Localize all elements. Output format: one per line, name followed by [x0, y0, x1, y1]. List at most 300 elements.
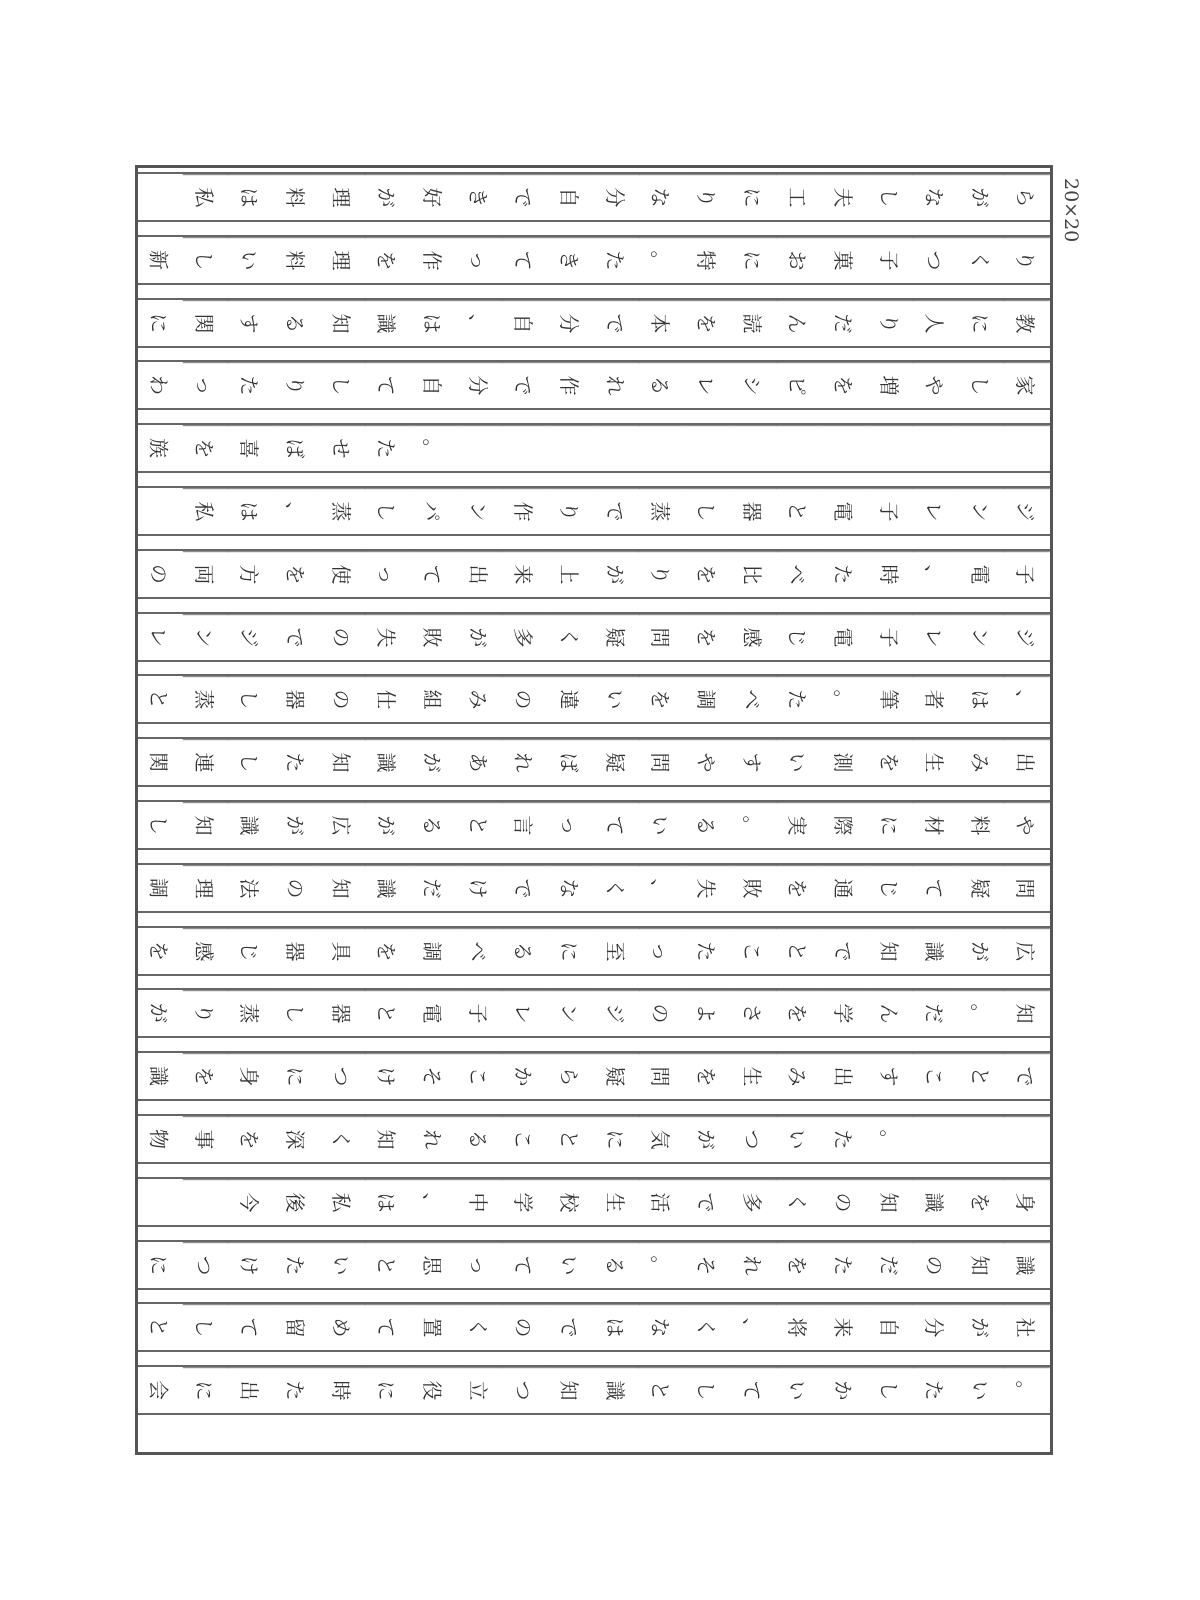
grid-cell: べ	[776, 551, 822, 597]
grid-cell: じ	[776, 614, 822, 660]
grid-cell: が	[365, 802, 411, 848]
grid-cell: に	[274, 1053, 320, 1099]
grid-cell: 疑	[959, 865, 1005, 911]
grid-cell: し	[685, 488, 731, 534]
grid-cell: れ	[593, 363, 639, 409]
grid-cell: と	[548, 1116, 594, 1162]
grid-cell: 広	[1004, 928, 1050, 974]
grid-row	[138, 298, 1050, 348]
grid-cell: と	[776, 928, 822, 974]
grid-cell: 。	[639, 1242, 685, 1288]
grid-cell: 組	[411, 677, 457, 723]
grid-cell: ン	[456, 488, 502, 534]
grid-cell: り	[639, 551, 685, 597]
grid-cell: 失	[365, 614, 411, 660]
grid-cell: 出	[1004, 739, 1050, 785]
grid-cell: 問	[639, 739, 685, 785]
grid-cell: 出	[456, 551, 502, 597]
grid-cell: つ	[913, 237, 959, 283]
grid-cell: 知	[959, 1242, 1005, 1288]
grid-cell: て	[502, 1242, 548, 1288]
grid-cell: 知	[548, 1367, 594, 1413]
grid-cell: 器	[274, 677, 320, 723]
grid-cell: 出	[822, 1053, 868, 1099]
grid-cell: ら	[1004, 174, 1050, 220]
grid-cell: 器	[730, 488, 776, 534]
grid-cell: は	[411, 300, 457, 346]
grid-cell: さ	[730, 991, 776, 1037]
grid-cell: 本	[639, 300, 685, 346]
grid-cell: ば	[548, 739, 594, 785]
grid-cell: シ	[730, 363, 776, 409]
grid-cell: 会	[146, 1380, 171, 1401]
grid-cell: の	[913, 1242, 959, 1288]
grid-cell: 識	[365, 865, 411, 911]
grid-cell: て	[365, 1305, 411, 1351]
grid-cell: 疑	[593, 739, 639, 785]
grid-cell	[502, 425, 548, 471]
grid-cell: 。	[959, 991, 1005, 1037]
grid-cell: 材	[913, 802, 959, 848]
grid-cell: 菓	[822, 237, 868, 283]
grid-cell: 家	[1004, 363, 1050, 409]
grid-cell: を	[776, 1242, 822, 1288]
grid-cell: し	[228, 677, 274, 723]
grid-cell: 理	[319, 174, 365, 220]
grid-cell: に	[146, 312, 171, 333]
grid-cell: し	[867, 174, 913, 220]
grid-cell: た	[822, 551, 868, 597]
grid-cell: こ	[502, 1116, 548, 1162]
grid-cell: た	[913, 1367, 959, 1413]
grid-cell: つ	[319, 1053, 365, 1099]
grid-cell: 物	[146, 1129, 171, 1149]
grid-cell: す	[867, 1053, 913, 1099]
grid-cell: 敗	[730, 865, 776, 911]
grid-cell: 問	[639, 614, 685, 660]
grid-cell: を	[776, 991, 822, 1037]
grid-cell: な	[548, 865, 594, 911]
grid-cell: パ	[411, 488, 457, 534]
grid-cell: め	[319, 1305, 365, 1351]
grid-cell: し	[319, 363, 365, 409]
grid-cell: を	[776, 865, 822, 911]
grid-cell: 識	[913, 1179, 959, 1225]
grid-cell: て	[228, 1305, 274, 1351]
grid-cell: の	[319, 614, 365, 660]
grid-cell: っ	[456, 237, 502, 283]
grid-cell: 子	[867, 488, 913, 534]
grid-cell: 者	[913, 677, 959, 723]
grid-cell: ジ	[593, 991, 639, 1037]
grid-cell: あ	[456, 739, 502, 785]
grid-cell: っ	[456, 1242, 502, 1288]
grid-cell: で	[502, 174, 548, 220]
grid-cell: を	[182, 425, 228, 471]
grid-cell: ジ	[228, 614, 274, 660]
grid-cell: 具	[319, 928, 365, 974]
grid-cell: そ	[685, 1242, 731, 1288]
grid-cell	[639, 425, 685, 471]
grid-cell: の	[639, 991, 685, 1037]
grid-cell: 関	[182, 300, 228, 346]
grid-cell: で	[274, 614, 320, 660]
grid-cell: 社	[1004, 1305, 1050, 1351]
grid-row	[138, 863, 1050, 913]
grid-cell: た	[822, 1242, 868, 1288]
grid-row	[138, 1051, 1050, 1101]
grid-cell: 、	[913, 551, 959, 597]
grid-cell: 筆	[867, 677, 913, 723]
grid-cell	[1004, 1116, 1050, 1162]
grid-cell	[593, 425, 639, 471]
grid-cell	[867, 425, 913, 471]
grid-cell: と	[959, 1053, 1005, 1099]
grid-row	[138, 1302, 1050, 1352]
grid-cell: は	[228, 488, 274, 534]
grid-cell: の	[502, 1305, 548, 1351]
grid-cell	[182, 1179, 228, 1225]
grid-cell: き	[456, 174, 502, 220]
grid-cell: 調	[685, 677, 731, 723]
grid-cell: 知	[1004, 991, 1050, 1037]
grid-cell: で	[502, 865, 548, 911]
grid-cell: つ	[182, 1242, 228, 1288]
grid-cell: に	[548, 928, 594, 974]
grid-cell: 人	[913, 300, 959, 346]
grid-cell: 問	[639, 1053, 685, 1099]
grid-cell: み	[776, 1053, 822, 1099]
grid-cell: 料	[274, 174, 320, 220]
grid-cell: 族	[146, 438, 171, 459]
grid-cell: を	[685, 551, 731, 597]
grid-cell: れ	[502, 739, 548, 785]
grid-cell: 識	[365, 300, 411, 346]
grid-row	[138, 235, 1050, 285]
grid-cell: 。	[867, 1116, 913, 1162]
grid-cell: 分	[913, 1305, 959, 1351]
grid-cell: る	[685, 802, 731, 848]
grid-cell	[548, 425, 594, 471]
grid-cell: す	[228, 300, 274, 346]
grid-row	[138, 1365, 1050, 1415]
genkou-yoshi-grid	[135, 165, 1053, 1455]
grid-cell: 知	[365, 1116, 411, 1162]
grid-cell: っ	[639, 928, 685, 974]
grid-cell: っ	[548, 802, 594, 848]
grid-cell: け	[456, 865, 502, 911]
grid-cell: 電	[822, 488, 868, 534]
grid-row	[138, 172, 1050, 222]
grid-cell: は	[593, 1305, 639, 1351]
grid-cell: 生	[593, 1179, 639, 1225]
grid-cell: が	[146, 1003, 171, 1024]
grid-cell: 調	[411, 928, 457, 974]
grid-cell: レ	[913, 488, 959, 534]
grid-cell: 連	[182, 739, 228, 785]
grid-cell: 作	[411, 237, 457, 283]
grid-cell: 方	[228, 551, 274, 597]
grid-cell: に	[182, 1367, 228, 1413]
grid-cell: 識	[228, 802, 274, 848]
grid-cell: 生	[913, 739, 959, 785]
grid-cell: 実	[776, 802, 822, 848]
grid-cell: 分	[456, 363, 502, 409]
grid-cell: た	[776, 677, 822, 723]
grid-row	[138, 423, 1050, 473]
grid-cell: に	[730, 174, 776, 220]
grid-cell: 理	[182, 865, 228, 911]
grid-cell: つ	[730, 1116, 776, 1162]
grid-cell: 、	[730, 1305, 776, 1351]
grid-cell: 失	[685, 865, 731, 911]
grid-cell: 、	[1004, 677, 1050, 723]
grid-cell: て	[730, 1367, 776, 1413]
grid-cell: り	[1004, 237, 1050, 283]
grid-cell: 夫	[822, 174, 868, 220]
grid-cell	[822, 425, 868, 471]
grid-cell: る	[274, 300, 320, 346]
grid-cell: し	[274, 991, 320, 1037]
grid-cell: を	[365, 928, 411, 974]
grid-cell: く	[593, 865, 639, 911]
grid-cell: じ	[867, 865, 913, 911]
grid-cell: い	[548, 1242, 594, 1288]
grid-cell: 子	[1004, 551, 1050, 597]
grid-cell: に	[867, 802, 913, 848]
grid-cell: 私	[319, 1179, 365, 1225]
grid-cell: を	[822, 363, 868, 409]
grid-cell: る	[411, 802, 457, 848]
grid-cell: 子	[867, 237, 913, 283]
grid-cell: り	[685, 174, 731, 220]
grid-cell: し	[685, 1367, 731, 1413]
grid-cell: 将	[776, 1305, 822, 1351]
grid-cell: の	[146, 563, 171, 584]
grid-cell: っ	[365, 551, 411, 597]
grid-cell: ら	[548, 1053, 594, 1099]
grid-cell: が	[959, 174, 1005, 220]
grid-cell: 比	[730, 551, 776, 597]
grid-row	[138, 360, 1050, 410]
grid-row	[138, 1177, 1050, 1227]
grid-cell: ピ	[776, 363, 822, 409]
grid-cell: い	[776, 739, 822, 785]
grid-cell: 蒸	[639, 488, 685, 534]
grid-cell: 置	[411, 1305, 457, 1351]
grid-cell: 事	[182, 1116, 228, 1162]
grid-cell: 校	[548, 1179, 594, 1225]
grid-row	[138, 800, 1050, 850]
grid-cell: を	[959, 1179, 1005, 1225]
grid-cell: 知	[182, 802, 228, 848]
grid-cell	[959, 425, 1005, 471]
grid-cell: 工	[776, 174, 822, 220]
grid-cell: ば	[274, 425, 320, 471]
grid-cell	[137, 1179, 183, 1224]
grid-cell: が	[411, 739, 457, 785]
grid-cell: 読	[730, 300, 776, 346]
grid-cell: 活	[639, 1179, 685, 1225]
grid-row	[138, 674, 1050, 724]
grid-cell: を	[274, 551, 320, 597]
grid-cell: を	[685, 1053, 731, 1099]
grid-cell: こ	[456, 1053, 502, 1099]
grid-cell: で	[822, 928, 868, 974]
grid-cell: で	[502, 363, 548, 409]
grid-cell: し	[182, 237, 228, 283]
grid-cell: 中	[456, 1179, 502, 1225]
grid-cell: に	[730, 237, 776, 283]
grid-cell: り	[867, 300, 913, 346]
grid-cell: い	[776, 1367, 822, 1413]
grid-cell: み	[456, 677, 502, 723]
grid-cell: は	[228, 174, 274, 220]
grid-cell: 言	[502, 802, 548, 848]
grid-cell: た	[365, 425, 411, 471]
grid-cell: け	[365, 1053, 411, 1099]
grid-cell: 蒸	[228, 991, 274, 1037]
grid-cell: れ	[730, 1242, 776, 1288]
grid-cell: 。	[639, 237, 685, 283]
grid-cell	[1004, 425, 1050, 471]
grid-cell: に	[593, 1116, 639, 1162]
grid-cell: 上	[548, 551, 594, 597]
grid-cell: 敗	[411, 614, 457, 660]
grid-cell: い	[319, 1242, 365, 1288]
grid-cell: ン	[182, 614, 228, 660]
grid-cell: に	[146, 1254, 171, 1275]
grid-cell: 自	[411, 363, 457, 409]
grid-row	[138, 1240, 1050, 1290]
grid-cell: 時	[319, 1367, 365, 1413]
grid-cell: で	[1004, 1053, 1050, 1099]
grid-cell: 広	[319, 802, 365, 848]
grid-cell: す	[730, 739, 776, 785]
grid-cell: の	[274, 865, 320, 911]
grid-row	[138, 549, 1050, 599]
grid-cell: 識	[365, 739, 411, 785]
grid-cell	[959, 1116, 1005, 1162]
grid-cell: と	[146, 1317, 171, 1338]
grid-cell: た	[274, 1242, 320, 1288]
grid-cell: 料	[274, 237, 320, 283]
grid-cell: が	[593, 551, 639, 597]
grid-cell: を	[867, 739, 913, 785]
grid-cell: り	[182, 991, 228, 1037]
grid-cell: の	[502, 677, 548, 723]
grid-cell: し	[146, 815, 171, 835]
grid-cell: 新	[146, 249, 171, 270]
grid-cell: 気	[639, 1116, 685, 1162]
grid-cell: 至	[593, 928, 639, 974]
grid-cell: 子	[867, 614, 913, 660]
grid-cell: 深	[274, 1116, 320, 1162]
grid-cell: ン	[959, 614, 1005, 660]
grid-cell: べ	[730, 677, 776, 723]
grid-cell	[137, 489, 183, 534]
grid-cell: 器	[274, 928, 320, 974]
grid-cell: け	[228, 1242, 274, 1288]
grid-cell: せ	[319, 425, 365, 471]
grid-cell: て	[913, 865, 959, 911]
grid-cell: じ	[228, 928, 274, 974]
grid-cell: 教	[1004, 300, 1050, 346]
grid-cell: 学	[822, 991, 868, 1037]
grid-cell: い	[639, 802, 685, 848]
grid-cell: た	[228, 363, 274, 409]
grid-cell: 違	[548, 677, 594, 723]
grid-cell: レ	[685, 363, 731, 409]
grid-cell: 料	[959, 802, 1005, 848]
grid-cell: わ	[146, 375, 171, 396]
grid-cell: 感	[182, 928, 228, 974]
grid-cell: を	[685, 300, 731, 346]
grid-row	[138, 926, 1050, 976]
grid-cell: レ	[502, 991, 548, 1037]
grid-cell: 電	[822, 614, 868, 660]
grid-cell: て	[365, 363, 411, 409]
grid-cell: 立	[456, 1367, 502, 1413]
grid-cell: 疑	[593, 1053, 639, 1099]
grid-cell: い	[593, 677, 639, 723]
grid-cell: 識	[146, 1066, 171, 1087]
grid-cell: 自	[548, 174, 594, 220]
grid-cell: や	[913, 363, 959, 409]
grid-cell: 知	[867, 928, 913, 974]
grid-cell: や	[1004, 802, 1050, 848]
grid-cell: 私	[182, 488, 228, 534]
grid-cell: 。	[1004, 1367, 1050, 1413]
grid-cell: を	[685, 614, 731, 660]
grid-cell: く	[456, 1305, 502, 1351]
grid-cell: み	[959, 739, 1005, 785]
grid-cell: 疑	[593, 614, 639, 660]
grid-cell: れ	[411, 1116, 457, 1162]
grid-cell: だ	[913, 991, 959, 1037]
grid-cell: し	[959, 363, 1005, 409]
grid-cell: て	[593, 802, 639, 848]
grid-cell: 来	[822, 1305, 868, 1351]
grid-cell: し	[365, 488, 411, 534]
grid-cell: る	[639, 363, 685, 409]
grid-cell: 調	[146, 877, 171, 898]
grid-cell: ん	[776, 300, 822, 346]
grid-cell: 時	[867, 551, 913, 597]
grid-cell: 理	[319, 237, 365, 283]
grid-cell	[730, 425, 776, 471]
grid-cell: は	[365, 1179, 411, 1225]
grid-cell: 思	[411, 1242, 457, 1288]
grid-cell: 分	[593, 174, 639, 220]
grid-cell: に	[959, 300, 1005, 346]
grid-cell: り	[548, 488, 594, 534]
grid-cell: で	[593, 300, 639, 346]
grid-cell: 知	[319, 300, 365, 346]
grid-cell: 増	[867, 363, 913, 409]
grid-cell: で	[593, 488, 639, 534]
grid-cell: 作	[502, 488, 548, 534]
grid-cell: か	[822, 1367, 868, 1413]
grid-cell: 今	[228, 1179, 274, 1225]
grid-cell: 身	[1004, 1179, 1050, 1225]
grid-cell: く	[776, 1179, 822, 1225]
grid-row	[138, 1114, 1050, 1164]
grid-cell: 後	[274, 1179, 320, 1225]
grid-cell: べ	[456, 928, 502, 974]
grid-cell: が	[685, 1116, 731, 1162]
grid-cell: な	[639, 1305, 685, 1351]
